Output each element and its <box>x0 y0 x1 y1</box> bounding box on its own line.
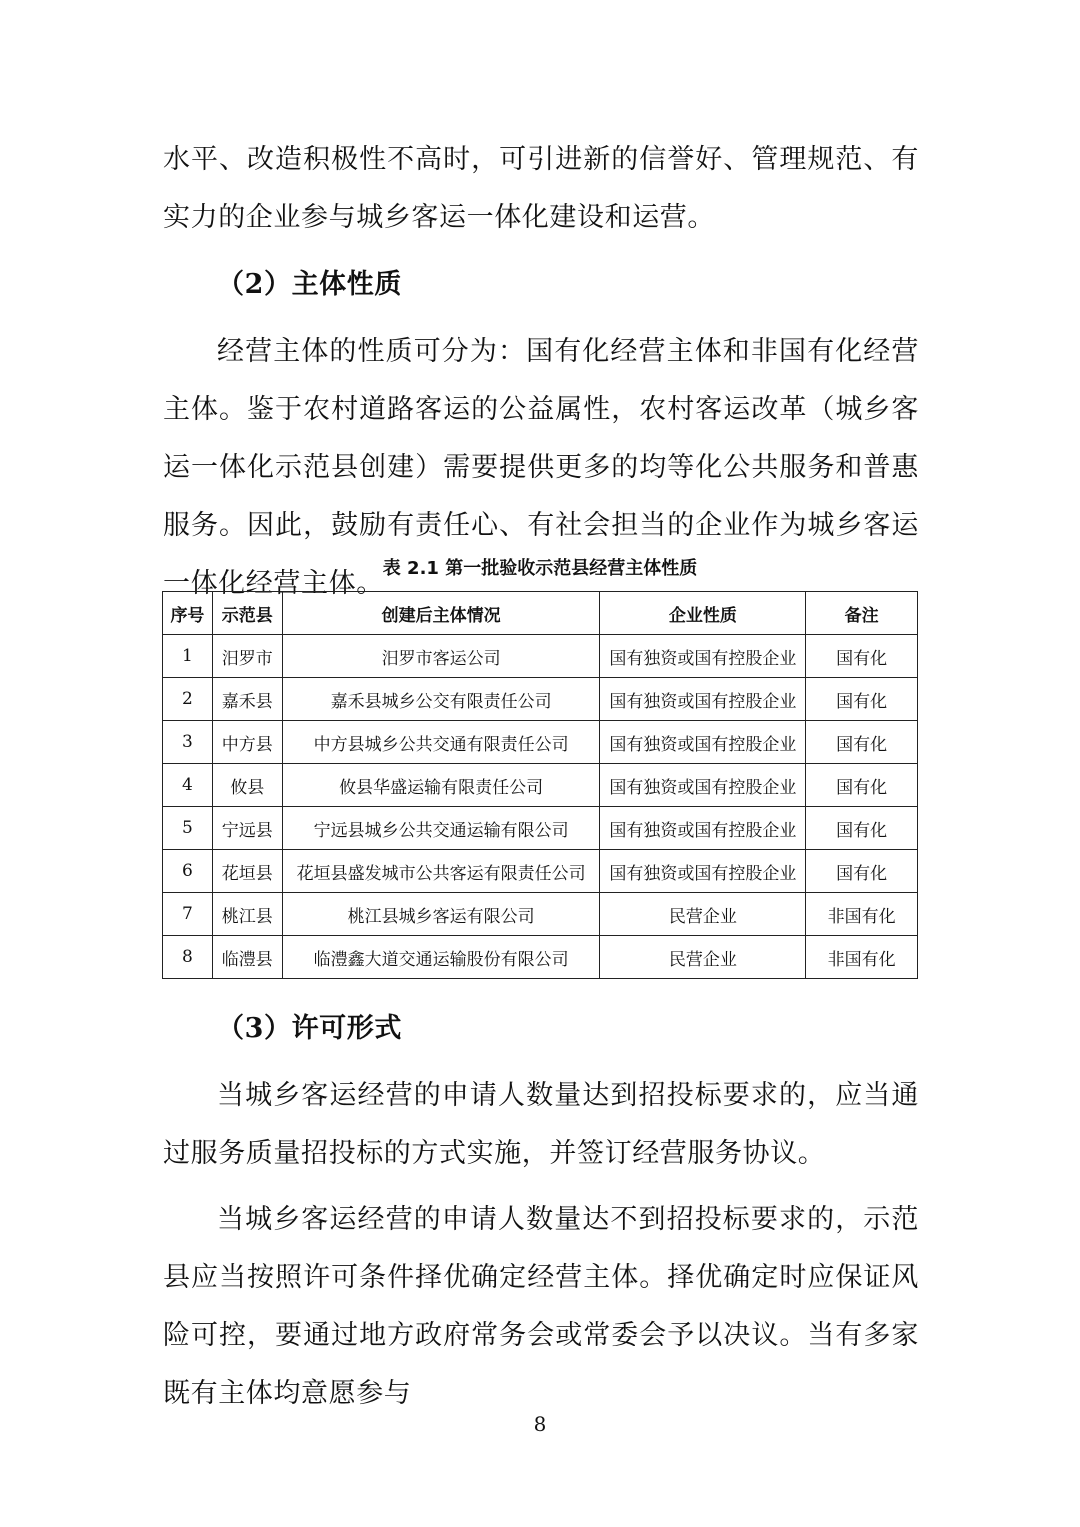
header-remark: 备注 <box>806 592 918 635</box>
cell-entity: 攸县华盛运输有限责任公司 <box>282 764 600 807</box>
cell-county: 宁远县 <box>212 807 282 850</box>
section-heading-3: （3）许可形式 <box>217 1013 402 1044</box>
cell-enterprise-nature: 国有独资或国有控股企业 <box>600 807 806 850</box>
section-heading-2: （2）主体性质 <box>217 269 402 300</box>
table-row <box>163 807 918 850</box>
paragraph-1: 水平、改造积极性不高时，可引进新的信誉好、管理规范、有实力的企业参与城乡客运一体化建设和运营。 <box>163 144 919 233</box>
cell-index: 6 <box>163 850 213 893</box>
cell-county: 嘉禾县 <box>212 678 282 721</box>
paragraph-3: 当城乡客运经营的申请人数量达到招投标要求的，应当通过服务质量招投标的方式实施，并签订经营服务协议。 <box>163 1080 919 1169</box>
cell-county: 中方县 <box>212 721 282 764</box>
cell-county: 桃江县 <box>212 893 282 936</box>
cell-entity: 临澧鑫大道交通运输股份有限公司 <box>282 936 600 979</box>
cell-index: 2 <box>163 678 213 721</box>
cell-index: 1 <box>163 635 213 678</box>
cell-index: 8 <box>163 936 213 979</box>
cell-entity: 汨罗市客运公司 <box>282 635 600 678</box>
cell-index: 4 <box>163 764 213 807</box>
cell-enterprise-nature: 民营企业 <box>600 893 806 936</box>
table-row <box>163 764 918 807</box>
table-row <box>163 678 918 721</box>
subject-nature-table <box>162 591 918 979</box>
paragraph-2: 经营主体的性质可分为：国有化经营主体和非国有化经营主体。鉴于农村道路客运的公益属性，农村客运改革（城乡客运一体化示范县创建）需要提供更多的均等化公共服务和普惠服务。因此，鼓励有责任心、有社会担当的企业作为城乡客运一体化经营主体。 <box>163 336 919 599</box>
cell-enterprise-nature: 国有独资或国有控股企业 <box>600 635 806 678</box>
cell-enterprise-nature: 国有独资或国有控股企业 <box>600 678 806 721</box>
header-entity: 创建后主体情况 <box>282 592 600 635</box>
table-row <box>163 635 918 678</box>
cell-remark: 非国有化 <box>806 936 918 979</box>
header-enterprise-nature: 企业性质 <box>600 592 806 635</box>
cell-index: 7 <box>163 893 213 936</box>
table-header-row <box>163 592 918 635</box>
header-county: 示范县 <box>212 592 282 635</box>
cell-county: 花垣县 <box>212 850 282 893</box>
table-row <box>163 721 918 764</box>
cell-entity: 嘉禾县城乡公交有限责任公司 <box>282 678 600 721</box>
cell-enterprise-nature: 民营企业 <box>600 936 806 979</box>
cell-entity: 花垣县盛发城市公共客运有限责任公司 <box>282 850 600 893</box>
cell-index: 3 <box>163 721 213 764</box>
cell-remark: 国有化 <box>806 635 918 678</box>
paragraph-4: 当城乡客运经营的申请人数量达不到招投标要求的，示范县应当按照许可条件择优确定经营主体。择优确定时应保证风险可控，要通过地方政府常务会或常委会予以决议。当有多家既有主体均意愿参与 <box>163 1204 919 1409</box>
cell-remark: 国有化 <box>806 721 918 764</box>
cell-remark: 国有化 <box>806 764 918 807</box>
cell-enterprise-nature: 国有独资或国有控股企业 <box>600 721 806 764</box>
cell-county: 攸县 <box>212 764 282 807</box>
table-row <box>163 936 918 979</box>
cell-county: 临澧县 <box>212 936 282 979</box>
cell-remark: 国有化 <box>806 678 918 721</box>
cell-index: 5 <box>163 807 213 850</box>
page-number: 8 <box>533 1412 547 1436</box>
table-row <box>163 850 918 893</box>
table-row <box>163 893 918 936</box>
table-caption: 表 2.1 第一批验收示范县经营主体性质 <box>382 558 698 579</box>
cell-county: 汨罗市 <box>212 635 282 678</box>
cell-enterprise-nature: 国有独资或国有控股企业 <box>600 764 806 807</box>
cell-entity: 桃江县城乡客运有限公司 <box>282 893 600 936</box>
cell-enterprise-nature: 国有独资或国有控股企业 <box>600 850 806 893</box>
cell-remark: 国有化 <box>806 807 918 850</box>
cell-entity: 宁远县城乡公共交通运输有限公司 <box>282 807 600 850</box>
header-index: 序号 <box>163 592 213 635</box>
cell-remark: 非国有化 <box>806 893 918 936</box>
cell-remark: 国有化 <box>806 850 918 893</box>
cell-entity: 中方县城乡公共交通有限责任公司 <box>282 721 600 764</box>
